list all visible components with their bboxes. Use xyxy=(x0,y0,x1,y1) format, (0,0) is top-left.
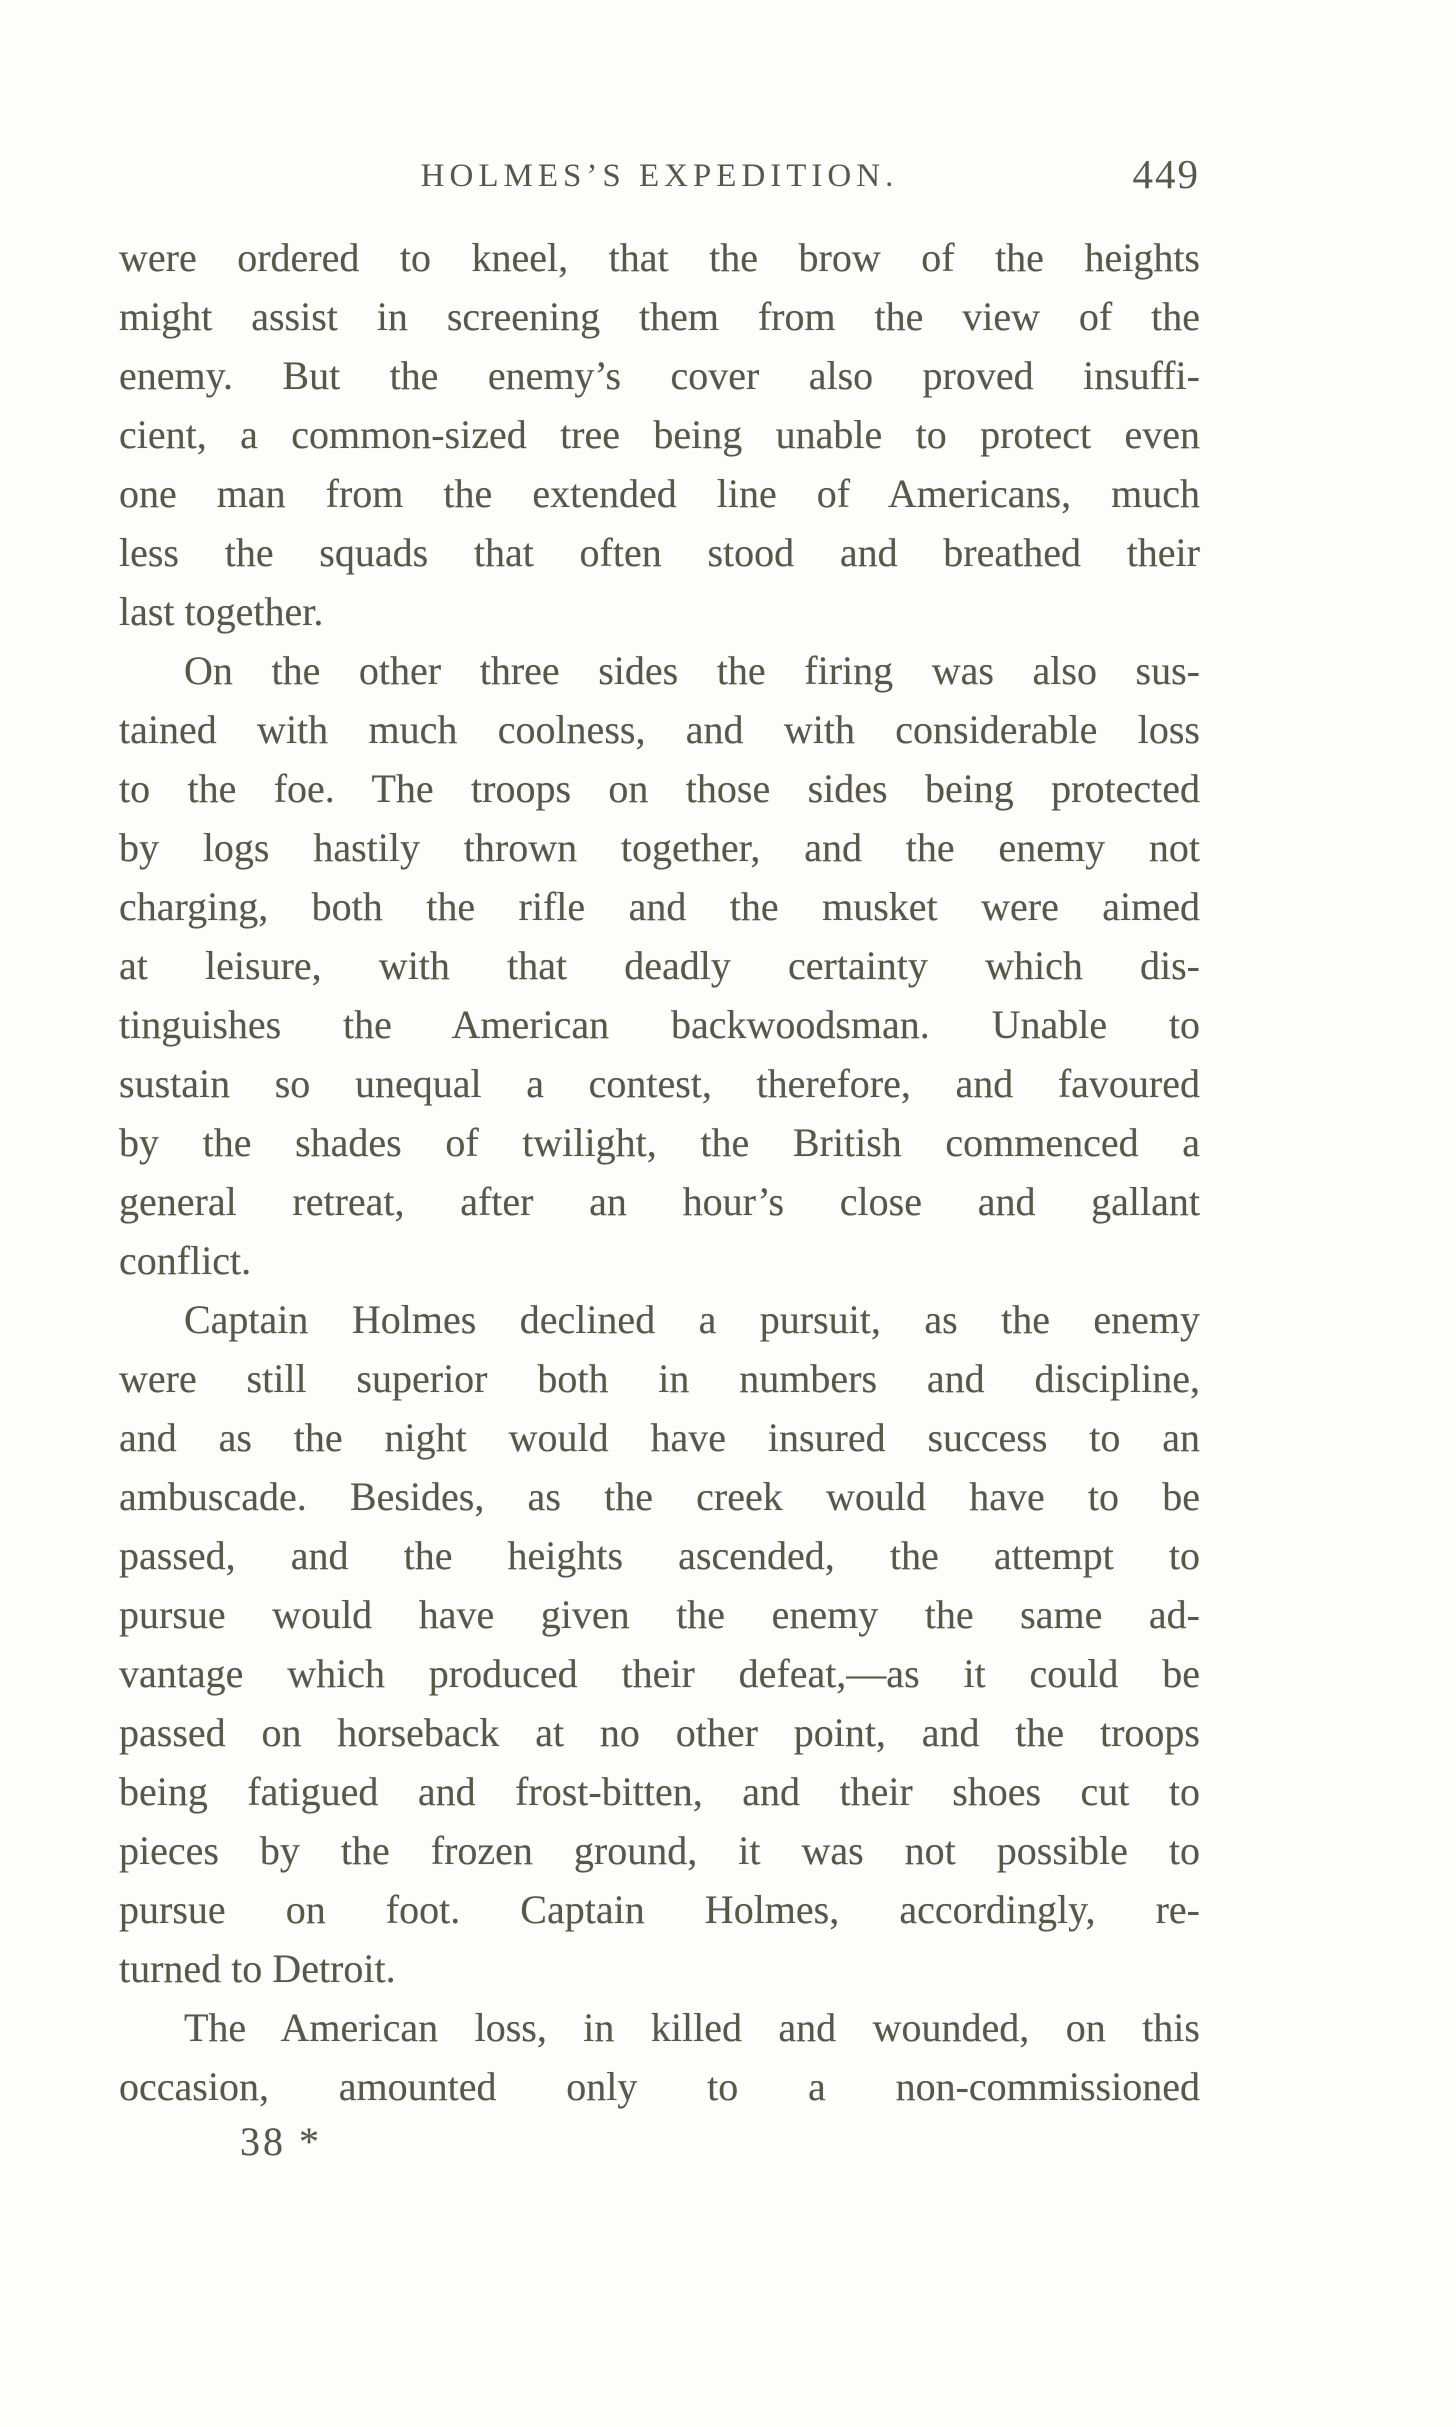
text-line: by the shades of twilight, the British commenced a xyxy=(119,1120,1200,1165)
text-line: general retreat, after an hour’s close and gallant xyxy=(119,1179,1200,1224)
text-line: were ordered to kneel, that the brow of the heights xyxy=(119,235,1200,280)
text-line: On the other three sides the firing was also sus- xyxy=(184,648,1200,693)
page-number: 449 xyxy=(1132,151,1200,197)
text-block xyxy=(119,228,1200,2116)
text-line: one man from the extended line of Americans, much xyxy=(119,471,1200,516)
text-line: pieces by the frozen ground, it was not possible to xyxy=(119,1828,1200,1873)
text-line: to the foe. The troops on those sides being protected xyxy=(119,766,1200,811)
text-line: pursue on foot. Captain Holmes, accordingly, re- xyxy=(119,1887,1200,1932)
signature-mark: 38 * xyxy=(240,2119,322,2164)
text-line: tained with much coolness, and with considerable loss xyxy=(119,707,1200,752)
text-line: less the squads that often stood and breathed their xyxy=(119,530,1200,575)
text-line: were still superior both in numbers and discipline, xyxy=(119,1356,1200,1401)
text-line: enemy. But the enemy’s cover also proved insuffi- xyxy=(119,353,1200,398)
text-line: being fatigued and frost-bitten, and their shoes cut to xyxy=(119,1769,1200,1814)
text-line: last together. xyxy=(119,589,324,634)
text-line: passed on horseback at no other point, and the troops xyxy=(119,1710,1200,1755)
text-line: sustain so unequal a contest, therefore, and favoured xyxy=(119,1061,1200,1106)
text-line: cient, a common-sized tree being unable to protect even xyxy=(119,412,1200,457)
text-line: occasion, amounted only to a non-commissioned xyxy=(119,2064,1200,2109)
text-line: by logs hastily thrown together, and the enemy not xyxy=(119,825,1200,870)
text-line: The American loss, in killed and wounded, on this xyxy=(184,2005,1200,2050)
text-line: might assist in screening them from the view of the xyxy=(119,294,1200,339)
text-line: Captain Holmes declined a pursuit, as the enemy xyxy=(184,1297,1200,1342)
text-line: charging, both the rifle and the musket were aimed xyxy=(119,884,1200,929)
text-line: conflict. xyxy=(119,1238,252,1283)
text-line: passed, and the heights ascended, the attempt to xyxy=(119,1533,1200,1578)
text-line: ambuscade. Besides, as the creek would have to be xyxy=(119,1474,1200,1519)
text-line: and as the night would have insured success to an xyxy=(119,1415,1200,1460)
text-line: pursue would have given the enemy the same ad- xyxy=(119,1592,1200,1637)
text-line: vantage which produced their defeat,—as it could be xyxy=(119,1651,1200,1696)
text-line: at leisure, with that deadly certainty which dis- xyxy=(119,943,1200,988)
text-line: tinguishes the American backwoodsman. Unable to xyxy=(119,1002,1200,1047)
running-header-title: HOLMES’S EXPEDITION. xyxy=(420,158,899,194)
text-line: turned to Detroit. xyxy=(119,1946,396,1991)
running-header xyxy=(119,151,1200,202)
